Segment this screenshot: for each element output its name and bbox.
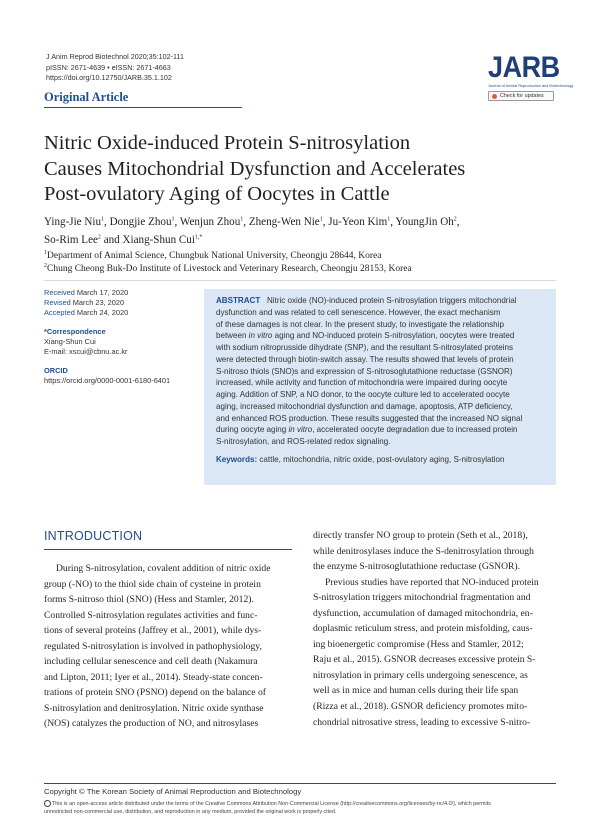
license-text: This is an open-access article distributed under the terms of the Creative Commons Attribution Non-Commercial License (http://creativecommons.org/licenses/by-nc/4.0/), which permits: [52, 800, 491, 807]
body-column-right: [313, 528, 563, 730]
author-affiliation-marker: 2: [97, 234, 101, 241]
author-list: [44, 213, 574, 249]
affiliation: [44, 250, 574, 263]
date-revised: [44, 298, 194, 308]
date-label: Revised: [44, 298, 71, 307]
journal-logo-subtitle: Journal of Animal Reproduction and Biotechnology: [488, 84, 574, 88]
footer-divider: [44, 783, 556, 784]
check-for-updates-label: Check for updates: [500, 93, 544, 99]
author-name: So-Rim Lee: [44, 234, 98, 246]
body-line: regulated S-nitrosylation is involved in pathophysiology,: [44, 640, 262, 652]
body-line: the enzyme S-nitrosoglutathione reductase (GSNOR).: [313, 561, 521, 573]
body-line: nitrosylation in primary cells undergoing senescence, as: [313, 669, 528, 681]
abstract-line: during oocyte aging in vitro, accelerated oocyte degradation due to increased protein: [216, 425, 518, 435]
article-info-sidebar: [44, 288, 194, 386]
title-line: Nitric Oxide-induced Protein S-nitrosylation: [44, 132, 411, 154]
keywords-label: Keywords:: [216, 454, 258, 464]
orcid-heading: ORCID: [44, 366, 68, 375]
journal-doi-link[interactable]: https://doi.org/10.12750/JARB.35.1.102: [46, 73, 172, 83]
affiliation-marker: 2: [44, 262, 47, 269]
abstract-body: [216, 295, 544, 448]
body-line: while denitrosylases induce the S-denitrosylation through: [313, 545, 534, 557]
journal-citation: J Anim Reprod Biotechnol 2020;35:102-111: [46, 52, 184, 61]
license-line: [44, 800, 564, 809]
correspondence-email[interactable]: E-mail: xscui@cbnu.ac.kr: [44, 347, 128, 356]
author-name: Zheng-Wen Nie: [248, 216, 320, 228]
author-name: Ju-Yeon Kim: [328, 216, 388, 228]
author-name: Ying-Jie Niu: [44, 216, 102, 228]
introduction-divider: [44, 549, 292, 550]
correspondence-name: Xiang-Shun Cui: [44, 337, 96, 346]
body-line: chondrial nitrosative stress, leading to excessive S-nitro-: [313, 716, 531, 728]
title-line: Causes Mitochondrial Dysfunction and Accelerates: [44, 157, 466, 180]
date-value: March 17, 2020: [76, 288, 129, 297]
body-line: Raju et al., 2015). GSNOR decreases excessive protein S-: [313, 654, 536, 666]
section-divider: [44, 280, 556, 281]
keywords-text: cattle, mitochondria, nitric oxide, post-ovulatory aging, S-nitrosylation: [259, 454, 505, 464]
italic-term: in vitro: [248, 331, 273, 341]
body-line: directly transfer NO group to protein (Seth et al., 2018),: [313, 530, 528, 541]
author-name: Wenjun Zhou: [179, 216, 241, 228]
affiliations: [44, 250, 574, 275]
keywords: [216, 454, 544, 466]
date-label: Accepted: [44, 308, 75, 317]
copyright-notice: Copyright © The Korean Society of Animal Reproduction and Biotechnology: [44, 787, 302, 796]
abstract-line: Nitric oxide (NO)-induced protein S-nitrosylation triggers mitochondrial: [266, 296, 517, 305]
abstract-line: between in vitro aging and NO-induced protein S-nitrosylation, oocytes were treated: [216, 331, 515, 341]
body-line: Previous studies have reported that NO-induced protein: [325, 576, 539, 588]
license-line: unrestricted non-commercial use, distribution, and reproduction in any medium, provided the original work is properly cited.: [44, 808, 337, 815]
date-accepted: [44, 308, 194, 318]
italic-term: in vitro: [288, 425, 313, 435]
body-line: ing bioenergetic compromise (Hess and Stamler, 2012;: [313, 638, 524, 650]
journal-issn: pISSN: 2671-4639 • eISSN: 2671-4663: [46, 62, 171, 72]
abstract-line: and enhanced ROS production. These results suggested that the increased NO signal: [216, 413, 523, 423]
abstract-line: of these damages is not clear. In the present study, to investigate the relationship: [216, 319, 504, 329]
author-name: Xiang-Shun Cui: [122, 234, 195, 246]
body-line: group (-NO) to the thiol side chain of cysteine in protein: [44, 578, 261, 590]
abstract-line: increased, while activity and function of mitochondria were impaired during oocyte: [216, 378, 508, 388]
check-for-updates-button[interactable]: [488, 91, 554, 101]
abstract-line: aging. Addition of SNP, a NO donor, to the oocyte culture led to accelerated oocyte: [216, 390, 510, 399]
author-name: Dongjie Zhou: [109, 216, 172, 228]
body-line: During S-nitrosylation, covalent addition of nitric oxide: [56, 563, 271, 574]
creative-commons-icon: [44, 800, 51, 807]
abstract-line: S-nitrosylation, and ROS-related redox signaling.: [216, 437, 391, 446]
license-notice: [44, 800, 564, 816]
date-received: [44, 288, 194, 298]
article-type: Original Article: [44, 90, 129, 104]
crossmark-icon: [492, 94, 497, 99]
author-affiliation-marker: 1,*: [194, 234, 203, 241]
body-line: (NOS) catalyzes the production of NO, and nitrosylases: [44, 718, 259, 730]
author-line: So-Rim Lee$^2$ and Xiang-Shun Cui$^{1,*}$: [44, 234, 203, 246]
date-value: March 24, 2020: [76, 308, 129, 317]
affiliation: [44, 263, 574, 276]
abstract-first-line: [216, 295, 544, 307]
author-affiliation-marker: 1: [319, 216, 323, 223]
body-line: (Rizza et al., 2018). GSNOR deficiency promotes mito-: [313, 701, 528, 713]
author-affiliation-marker: 1: [171, 216, 175, 223]
abstract-heading: ABSTRACT: [216, 296, 261, 305]
abstract-line: dysfunction and was related to cell senescence. However, the exact mechanism: [216, 307, 501, 317]
journal-logo-text: JARB: [488, 51, 560, 84]
affiliation-text: Chung Cheong Buk-Do Institute of Livestock and Veterinary Research, Cheongju 28153, Korea: [47, 263, 412, 274]
abstract-line: aging, increased mitochondrial dysfunction and damage, apoptosis, ATP deficiency,: [216, 401, 513, 411]
body-line: tions of several proteins (Jaffrey et al., 2001), while dys-: [44, 625, 262, 637]
abstract-line: with sodium nitroprusside dihydrate (SNP), and the resultant S-nitrosylated proteins: [216, 343, 513, 352]
body-line: Controlled S-nitrosylation regulates activities and func-: [44, 609, 258, 621]
author-affiliation-marker: 1: [101, 216, 105, 223]
article-title: [44, 131, 564, 208]
spacer: [44, 357, 194, 366]
abstract-line: were detected through biotin-switch assay. The results showed that levels of protein: [216, 354, 514, 364]
orcid-link[interactable]: https://orcid.org/0000-0001-6180-6401: [44, 376, 171, 385]
body-line: dysfunction, accumulation of damaged mitochondria, en-: [313, 607, 533, 619]
body-line: doplasmic reticulum stress, and protein misfolding, caus-: [313, 623, 533, 635]
body-line: S-nitrosylation triggers mitochondrial fragmentation and: [313, 592, 531, 604]
body-line: S-nitrosylation and denitrosylation. Nitric oxide synthase: [44, 702, 264, 714]
title-line: Post-ovulatory Aging of Oocytes in Cattle: [44, 183, 390, 205]
author-name: YoungJin Oh: [395, 216, 454, 228]
body-line: forms S-nitroso thiol (SNO) (Hess and Stamler, 2012).: [44, 594, 254, 606]
body-line: well as in mice and human cells during their life span: [313, 685, 519, 697]
affiliation-marker: 1: [44, 249, 47, 256]
header-divider: [44, 107, 242, 108]
author-affiliation-marker: 1: [240, 216, 244, 223]
author-affiliation-marker: 2: [453, 216, 457, 223]
correspondence-heading: *Correspondence: [44, 327, 106, 336]
author-line: Ying-Jie Niu$^1$, Dongjie Zhou$^1$, Wenjun Zhou$^1$, Zheng-Wen Nie$^1$, Ju-Yeon Kim$^1$, YoungJin Oh$^2$,: [44, 216, 460, 228]
introduction-heading: INTRODUCTION: [44, 529, 143, 543]
date-value: March 23, 2020: [72, 298, 125, 307]
abstract-line: S-nitroso thiols (SNO)s and expression of S-nitrosoglutathione reductase (GSNOR): [216, 366, 513, 376]
affiliation-text: Department of Animal Science, Chungbuk National University, Cheongju 28644, Korea: [47, 251, 382, 261]
body-line: including cellular senescence and cell death (Nakamura: [44, 656, 258, 668]
body-column-left: [44, 561, 294, 732]
abstract-box: [204, 289, 556, 485]
body-line: and Lipton, 2011; Iyer et al., 2014). Steady-state concen-: [44, 671, 263, 683]
date-label: Received: [44, 288, 75, 297]
author-affiliation-marker: 1: [387, 216, 391, 223]
journal-meta: [46, 52, 184, 84]
body-line: trations of protein SNO (PSNO) depend on the balance of: [44, 687, 266, 699]
journal-logo: [488, 51, 574, 101]
spacer: [44, 318, 194, 327]
